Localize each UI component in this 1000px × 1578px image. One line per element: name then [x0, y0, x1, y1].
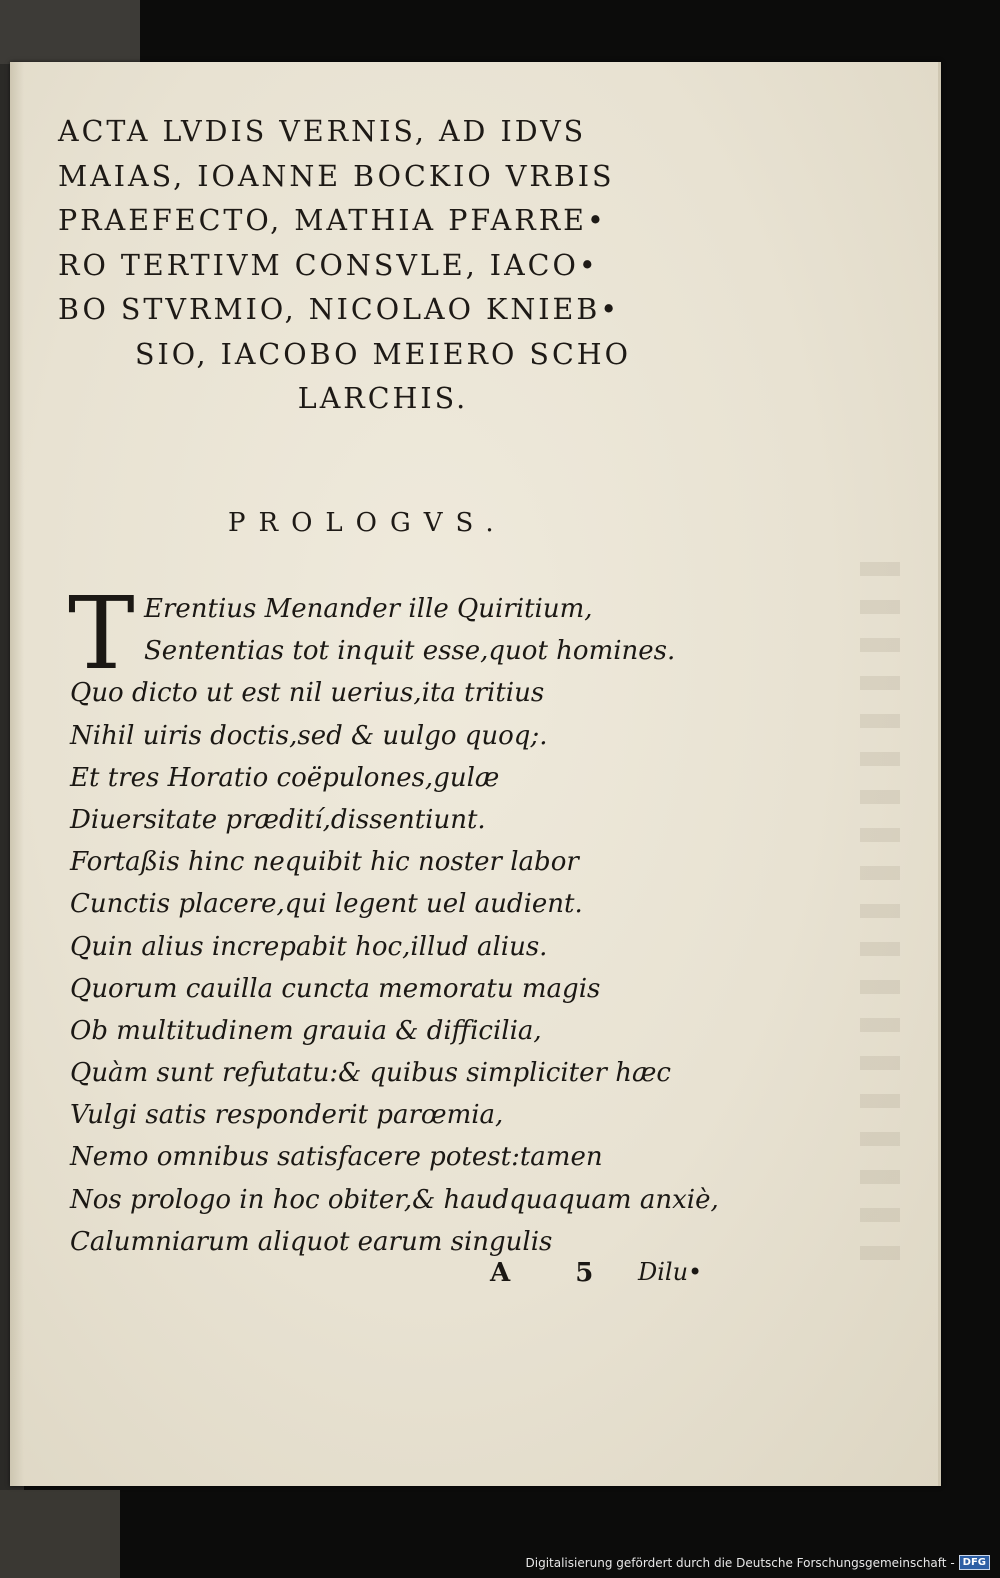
bleed-through-text [860, 562, 900, 1262]
drop-capital: T [68, 575, 135, 692]
verse-line: Sententias tot inquit esse,quot homines. [144, 636, 676, 667]
heading-line: RO TERTIVM CONSVLE, IACO• [58, 248, 599, 282]
verse-line: Ob multitudinem grauia & difficilia, [70, 1015, 542, 1046]
credit-text: Digitalisierung gefördert durch die Deutsche Forschungsgemeinschaft - [525, 1555, 955, 1570]
verse-line: Cunctis placere,qui legent uel audient. [70, 889, 583, 920]
heading-line: MAIAS, IOANNE BOCKIO VRBIS [58, 159, 615, 193]
verse-line: Quorum cauilla cuncta memoratu magis [70, 973, 601, 1004]
verse-line: Diuersitate prædití,dissentiunt. [70, 804, 486, 835]
book-board-bottom [0, 1490, 120, 1578]
signature-mark: A 5 [490, 1258, 622, 1288]
verse-line: Fortaßis hinc nequibit hic noster labor [70, 847, 579, 878]
digitization-credit [526, 1555, 991, 1570]
page-gutter-shadow [10, 62, 24, 1486]
verse-block [68, 575, 790, 1263]
verse-line: Nihil uiris doctis,sed & uulgo quoq;. [70, 720, 548, 751]
verse-line: Nemo omnibus satisfacere potest:tamen [70, 1142, 603, 1173]
verse-line: Quàm sunt refutatu:& quibus simpliciter hæc [70, 1058, 671, 1089]
verse-line: Calumniarum aliquot earum singulis [70, 1226, 553, 1257]
heading-line: BO STVRMIO, NICOLAO KNIEB• [58, 293, 621, 326]
verse-line: Vulgi satis responderit parœmia, [70, 1100, 504, 1131]
dfg-logo: DFG [959, 1555, 990, 1570]
heading-line: ACTA LVDIS VERNIS, AD IDVS [58, 115, 587, 148]
verse-line: Quo dicto ut est nil uerius,ita tritius [70, 678, 545, 709]
catchword: Dilu• [638, 1258, 703, 1286]
verse-line: Et tres Horatio coëpulones,gulæ [70, 762, 500, 793]
title-heading [58, 110, 708, 422]
verse-line: Quin alius increpabit hoc,illud alius. [70, 931, 548, 962]
verse-line: Erentius Menander ille Quiritium, [144, 594, 593, 624]
heading-line: LARCHIS. [297, 382, 469, 415]
book-board-top [0, 0, 140, 64]
section-title: PROLOGVS. [228, 508, 507, 538]
heading-line: PRAEFECTO, MATHIA PFARRE• [58, 204, 607, 237]
verse-line: Nos prologo in hoc obiter,& haudquaquam anxiè, [70, 1184, 719, 1215]
heading-line: SIO, IACOBO MEIERO SCHO [135, 337, 631, 371]
